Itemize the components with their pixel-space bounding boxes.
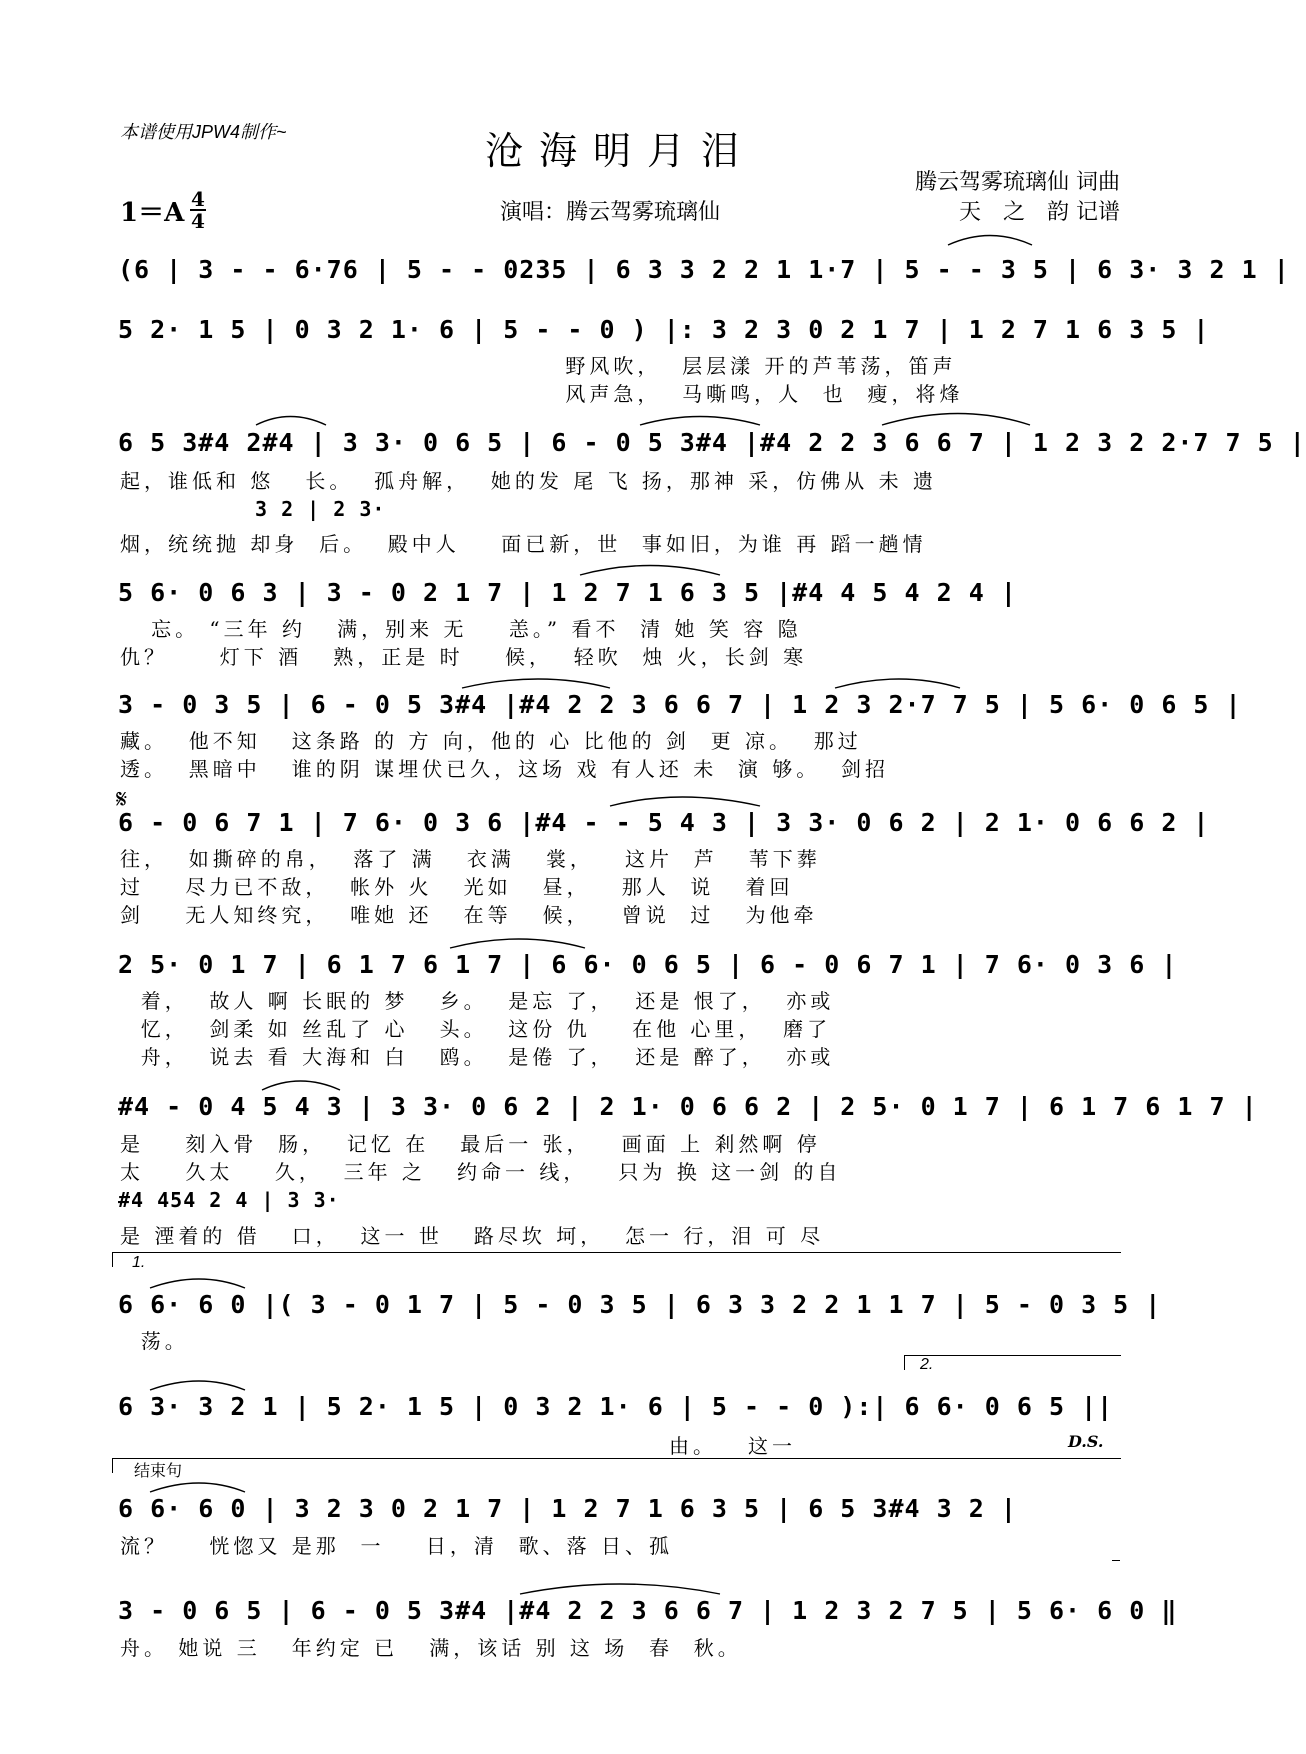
lyric-line-2-1: 野风吹， 层层漾 开的芦苇荡，笛声 [120,354,957,378]
volta-label-1: 1. [132,1254,146,1271]
slur [150,1483,245,1492]
software-credit: 本谱使用JPW4制作~ [120,122,287,142]
lyric-line-6-3: 剑 无人知终究， 唯她 还 在等 候， 曾说 过 为他牵 [120,903,818,927]
slur [150,1381,245,1390]
notation-line-3: 6 5 3#4 2#4 | 3 3· 0 6 5 | 6 - 0 5 3#4 |#4 2 2 3 6 6 7 | 1 2 3 2 2·7 7 5 | [118,428,1306,457]
lyric-line-7-2: 忆， 剑柔 如 丝乱了 心 头。 这份 仇 在他 心里， 磨了 [120,1017,832,1041]
key-signature: 1＝A [120,198,185,228]
slur [450,939,585,948]
lyric-line-3-2: 烟，统统抛 却身 后。 殿中人 面已新，世 事如旧，为谁 再 蹈一趟情 [120,532,927,556]
lyric-line-12-1: 流？ 恍惚又 是那 一 日，清 歌、落 日、孤 [120,1534,674,1558]
alt-notation-3: 3 2 | 2 3· [255,497,386,521]
lyric-line-7-3: 舟， 说去 看 大海和 白 鸥。 是倦 了， 还是 醉了， 亦或 [120,1045,835,1069]
notation-line-12: 6 6· 6 0 | 3 2 3 0 2 1 7 | 1 2 7 1 6 3 5 | 6 5 3#4 3 2 | [118,1494,1017,1523]
singer-credit: 演唱：腾云驾雾琉璃仙 [500,200,721,225]
lyric-line-8-1: 是 刻入骨 肠， 记忆 在 最后一 张， 画面 上 剎然啊 停 [120,1132,821,1156]
lyric-line-5-2: 透。 黑暗中 谁的阴 谋埋伏已久，这场 戏 有人还 未 演 够。 剑招 [120,757,890,781]
slur [948,236,1032,246]
lyric-line-6-1: 往， 如撕碎的帛， 落了 满 衣满 裳， 这片 芦 苇下葬 [120,847,821,871]
notation-line-9: #4 454 2 4 | 3 3· [118,1188,340,1212]
slur [256,417,326,426]
notation-line-8: #4 - 0 4 5 4 3 | 3 3· 0 6 2 | 2 1· 0 6 6 2 | 2 5· 0 1 7 | 6 1 7 6 1 7 | [118,1092,1258,1121]
lyric-line-5-1: 藏。 他不知 这条路 的 方 向，他的 心 比他的 剑 更 凉。 那过 [120,729,862,753]
song-title: 沧海明月泪 [484,129,755,173]
notation-line-4: 5 6· 0 6 3 | 3 - 0 2 1 7 | 1 2 7 1 6 3 5 |#4 4 5 4 2 4 | [118,578,1017,607]
lyric-line-2-2: 风声急， 马嘶鸣，人 也 瘦，将烽 [120,382,964,406]
lyric-line-9-1: 是 湮着的 借 口， 这一 世 路尽坎 坷， 怎一 行，泪 可 尽 [120,1224,825,1248]
lyric-line-11-1: 由。 这一 [120,1434,797,1458]
notation-line-6: 6 - 0 6 7 1 | 7 6· 0 3 6 |#4 - - 5 4 3 | 3 3· 0 6 2 | 2 1· 0 6 6 2 | [118,808,1210,837]
time-signature-top: 4 [191,187,205,211]
notation-line-11: 6 3· 3 2 1 | 5 2· 1 5 | 0 3 2 1· 6 | 5 - - 0 ):| 6 6· 0 6 5 || [118,1392,1114,1421]
notation-line-13: 3 - 0 6 5 | 6 - 0 5 3#4 |#4 2 2 3 6 6 7 | 1 2 3 2 7 5 | 5 6· 6 0 ‖ [118,1596,1178,1625]
slur [835,679,960,688]
slur [262,1081,340,1090]
slur [580,566,720,576]
slur [150,1279,245,1288]
ending-label: 结束句 [134,1463,183,1480]
ds-marking: D.S. [1068,1432,1104,1451]
notation-line-2: 5 2· 1 5 | 0 3 2 1· 6 | 5 - - 0 ) |: 3 2 3 0 2 1 7 | 1 2 7 1 6 3 5 | [118,315,1210,344]
lyric-line-8-2: 太 久太 久， 三年 之 约命一 线， 只为 换 这一剑 的自 [120,1160,842,1184]
notation-line-7: 2 5· 0 1 7 | 6 1 7 6 1 7 | 6 6· 0 6 5 | 6 - 0 6 7 1 | 7 6· 0 3 6 | [118,950,1178,979]
lyric-line-4-2: 仇？ 灯下 酒 熟，正是 时 候， 轻吹 烛 火，长剑 寒 [120,645,808,669]
lyric-line-3-1: 起，谁低和 悠 长。 孤舟解， 她的发 尾 飞 扬，那神 采，仿佛从 未 遗 [120,469,938,493]
slur [640,417,760,426]
slur [462,679,610,688]
notation-line-5: 3 - 0 3 5 | 6 - 0 5 3#4 |#4 2 2 3 6 6 7 | 1 2 3 2·7 7 5 | 5 6· 0 6 5 | [118,690,1242,719]
lyric-line-7-1: 着， 故人 啊 长眠的 梦 乡。 是忘 了， 还是 恨了， 亦或 [120,989,835,1013]
lyric-line-4-1: 忘。 “三年 约 满，别来 无 恙。” 看不 清 她 笑 容 隐 [120,617,802,641]
slur [520,1584,720,1594]
slur [882,414,1030,426]
time-signature-bottom: 4 [191,209,205,233]
lyric-line-10-1: 荡。 [120,1329,189,1353]
transcriber-credit: 天 之 韵 记谱 [959,200,1120,225]
lyric-line-13-1: 舟。 她说 三 年约定 已 满，该话 别 这 场 春 秋。 [120,1636,742,1660]
segno-sign: 𝄋 [116,785,128,815]
notation-line-10: 6 6· 6 0 |( 3 - 0 1 7 | 5 - 0 3 5 | 6 3 3 2 2 1 1 7 | 5 - 0 3 5 | [118,1290,1162,1319]
lyric-line-6-2: 过 尽力已不敌， 帐外 火 光如 昼， 那人 说 着回 [120,875,794,899]
notation-line-1: (6 | 3 - - 6·76 | 5 - - 0235 | 6 3 3 2 2 1 1·7 | 5 - - 3 5 | 6 3· 3 2 1 | [118,255,1290,284]
slur [610,797,760,806]
lyricist-composer-credit: 腾云驾雾琉璃仙 词曲 [915,170,1120,195]
volta-label-2: 2. [920,1356,934,1373]
